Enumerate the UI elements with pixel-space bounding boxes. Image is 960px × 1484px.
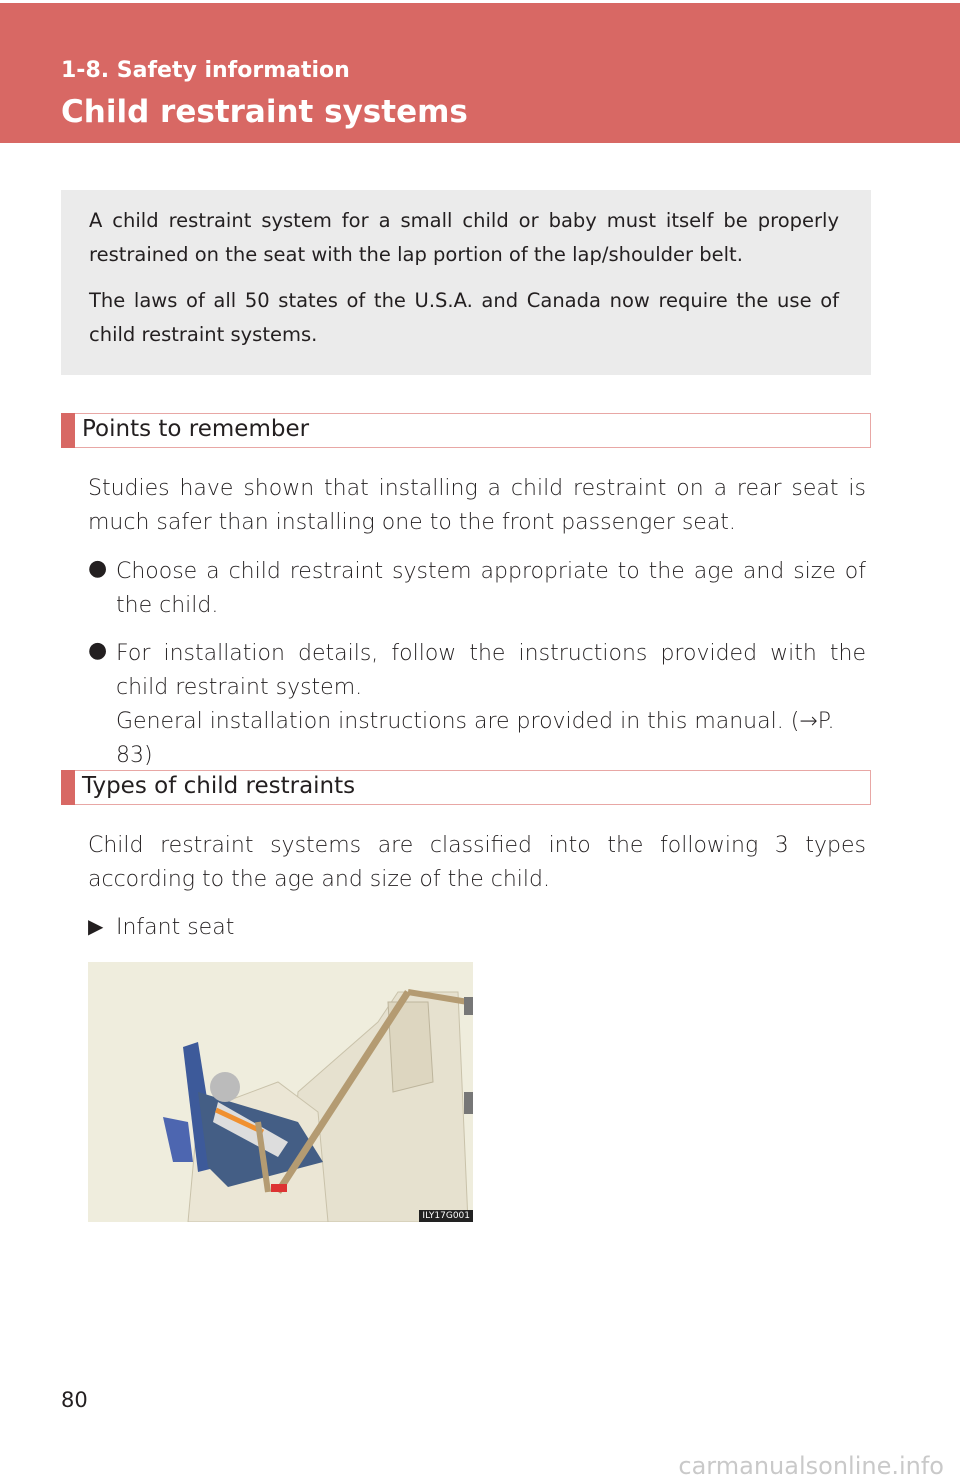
heading-bar (61, 770, 75, 805)
bullet-icon: ● (88, 638, 108, 663)
item-label: Infant seat (116, 915, 235, 940)
triangle-icon: ▶ (88, 914, 104, 938)
heading-bar (61, 413, 75, 448)
page-number: 80 (61, 1388, 88, 1412)
points-intro: Studies have shown that installing a child restraint on a rear seat is much safer than installing one to the front passenger seat. (88, 476, 866, 535)
info-paragraph: The laws of all 50 states of the U.S.A. and Canada now require the use of child restraint systems. (89, 289, 839, 346)
bullet-text: Choose a child restraint system appropriate to the age and size of the child. (116, 559, 866, 618)
info-paragraph: A child restraint system for a small child or baby must itself be properly restrained on the seat with the lap portion of the lap/shoulder belt. (89, 209, 839, 266)
section-label: 1-8. Safety information (61, 58, 350, 83)
types-intro: Child restraint systems are classified into the following 3 types according to the age and size of the child. (88, 833, 866, 892)
page-title: Child restraint systems (61, 94, 468, 130)
heading-text: Types of child restraints (82, 773, 356, 799)
info-box (61, 190, 871, 375)
page-reference-link[interactable]: General installation instructions are provided in this manual. (→P. 83) (116, 709, 835, 768)
points-heading (61, 413, 871, 448)
heading-text: Points to remember (82, 416, 310, 442)
watermark: carmanualsonline.info (678, 1452, 944, 1480)
types-heading (61, 770, 871, 805)
image-code: ILY17G001 (419, 1210, 473, 1222)
bullet-text: For installation details, follow the instructions provided with the child restraint system. (116, 641, 866, 700)
bullet-icon: ● (88, 556, 108, 581)
infant-seat-illustration (88, 962, 473, 1222)
